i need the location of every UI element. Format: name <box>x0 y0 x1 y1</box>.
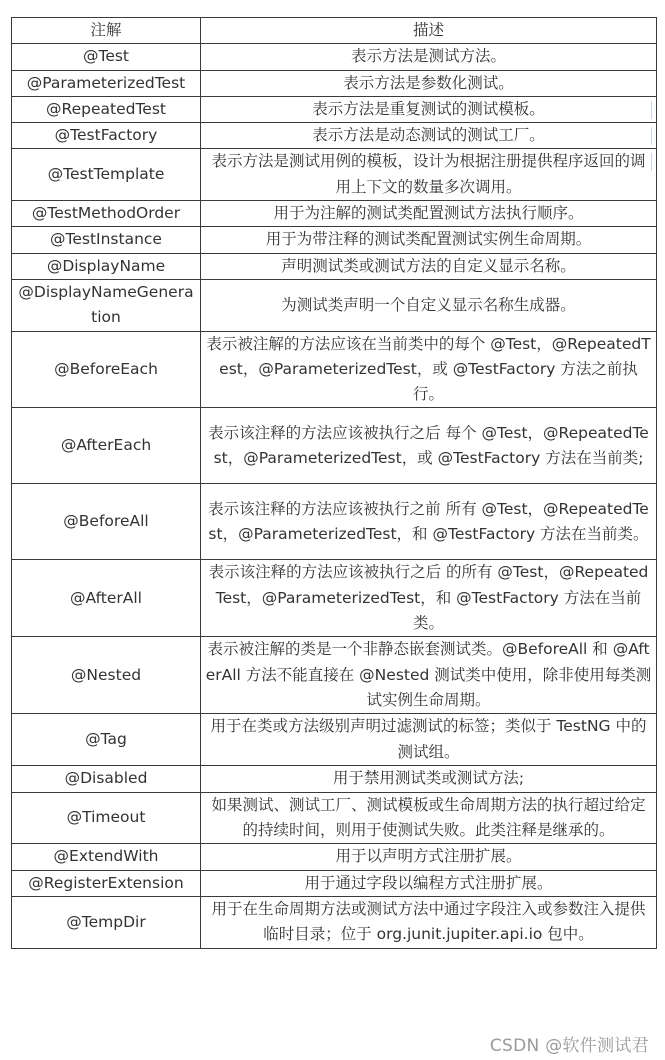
table-row <box>12 844 657 870</box>
description-text: 用于禁用测试类或测试方法; <box>332 769 525 788</box>
description-cell <box>201 714 657 766</box>
annotation-cell: @BeforeEach <box>12 331 201 408</box>
annotation-cell: @ExtendWith <box>12 844 201 870</box>
annotation-cell: @TestInstance <box>12 227 201 253</box>
annotation-cell: @Tag <box>12 714 201 766</box>
description-text: 用于为带注释的测试类配置测试实例生命周期。 <box>265 230 592 249</box>
description-text: 表示方法是测试用例的模板，设计为根据注册提供程序返回的调用上下文的数量多次调用。 <box>211 152 646 196</box>
table-row <box>12 96 657 122</box>
table-row <box>12 149 657 201</box>
text-caret-mark <box>651 101 652 119</box>
annotation-cell: @Nested <box>12 637 201 714</box>
description-cell <box>201 870 657 896</box>
description-cell <box>201 560 657 637</box>
table-row <box>12 484 657 560</box>
description-text: 为测试类声明一个自定义显示名称生成器。 <box>281 295 576 314</box>
annotation-cell: @AfterEach <box>12 408 201 484</box>
description-text: 如果测试、测试工厂、测试模板或生命周期方法的执行超过给定的持续时间，则用于使测试失败。此类注释是继承的。 <box>211 795 646 840</box>
annotation-cell: @DisplayName <box>12 253 201 279</box>
description-cell <box>201 253 657 279</box>
description-text: 表示被注解的方法应该在当前类中的每个 @Test，@RepeatedTest，@ParameterizedTest，或 @TestFactory 方法之前执行。 <box>206 334 651 404</box>
annotation-cell: @ParameterizedTest <box>12 70 201 96</box>
description-cell <box>201 279 657 331</box>
description-text: 用于在生命周期方法或测试方法中通过字段注入或参数注入提供临时目录；位于 org.junit.jupiter.api.io 包中。 <box>211 900 646 944</box>
description-text: 用于在类或方法级别声明过滤测试的标签；类似于 TestNG 中的测试组。 <box>210 717 647 761</box>
description-text: 表示该注释的方法应该被执行之前 所有 @Test，@RepeatedTest，@ParameterizedTest，和 @TestFactory 方法在当前类。 <box>208 499 649 543</box>
text-caret-mark <box>651 153 652 171</box>
description-cell <box>201 44 657 70</box>
description-cell <box>201 331 657 408</box>
table-row <box>12 792 657 844</box>
table-row <box>12 637 657 714</box>
description-text: 表示方法是参数化测试。 <box>343 73 514 92</box>
description-cell <box>201 765 657 792</box>
csdn-watermark: CSDN @软件测试君 <box>489 1036 649 1056</box>
annotation-cell: @TestTemplate <box>12 149 201 201</box>
annotation-cell: @Timeout <box>12 792 201 844</box>
annotation-cell: @Disabled <box>12 765 201 792</box>
description-cell <box>201 96 657 122</box>
table-row <box>12 253 657 279</box>
table-row <box>12 870 657 896</box>
annotation-cell: @TestFactory <box>12 123 201 149</box>
description-text: 表示该注释的方法应该被执行之后 的所有 @Test，@RepeatedTest，@ParameterizedTest，和 @TestFactory 方法在当前类。 <box>208 563 649 633</box>
description-cell <box>201 201 657 227</box>
description-text: 表示被注解的类是一个非静态嵌套测试类。@BeforeAll 和 @AfterAll 方法不能直接在 @Nested 测试类中使用，除非使用每类测试实例生命周期。 <box>205 640 652 709</box>
description-cell <box>201 484 657 560</box>
description-text: 表示该注释的方法应该被执行之后 每个 @Test，@RepeatedTest，@ParameterizedTest，或 @TestFactory 方法在当前类; <box>208 423 649 467</box>
table-row <box>12 897 657 949</box>
annotation-cell: @DisplayNameGeneration <box>12 279 201 331</box>
text-caret-mark <box>651 127 652 145</box>
table-row <box>12 331 657 408</box>
table-body <box>12 44 657 948</box>
description-cell <box>201 227 657 253</box>
description-cell <box>201 123 657 149</box>
table-row <box>12 227 657 253</box>
table-header-row <box>12 18 657 44</box>
description-text: 用于为注解的测试类配置测试方法执行顺序。 <box>273 204 584 223</box>
annotation-cell: @AfterAll <box>12 560 201 637</box>
header-description: 描述 <box>201 18 657 44</box>
annotation-cell: @TestMethodOrder <box>12 201 201 227</box>
table-row <box>12 765 657 792</box>
description-text: 表示方法是重复测试的测试模板。 <box>312 99 545 118</box>
description-text: 表示方法是测试方法。 <box>350 47 506 66</box>
description-cell <box>201 408 657 484</box>
table-row <box>12 279 657 331</box>
description-text: 表示方法是动态测试的测试工厂。 <box>312 126 545 145</box>
table-row <box>12 714 657 766</box>
table-row <box>12 123 657 149</box>
header-annotation: 注解 <box>12 18 201 44</box>
description-text: 声明测试类或测试方法的自定义显示名称。 <box>281 256 576 275</box>
table-row <box>12 201 657 227</box>
description-cell <box>201 637 657 714</box>
annotation-cell: @TempDir <box>12 897 201 949</box>
description-cell <box>201 792 657 844</box>
table-row <box>12 70 657 96</box>
description-cell <box>201 70 657 96</box>
description-cell <box>201 897 657 949</box>
annotation-cell: @BeforeAll <box>12 484 201 560</box>
table-row <box>12 44 657 70</box>
description-cell <box>201 844 657 870</box>
annotation-cell: @Test <box>12 44 201 70</box>
description-cell <box>201 149 657 201</box>
annotation-cell: @RegisterExtension <box>12 870 201 896</box>
annotation-cell: @RepeatedTest <box>12 96 201 122</box>
junit-annotations-table <box>11 17 657 949</box>
table-row <box>12 408 657 484</box>
description-text: 用于通过字段以编程方式注册扩展。 <box>304 873 553 892</box>
description-text: 用于以声明方式注册扩展。 <box>335 847 522 866</box>
table-row <box>12 560 657 637</box>
